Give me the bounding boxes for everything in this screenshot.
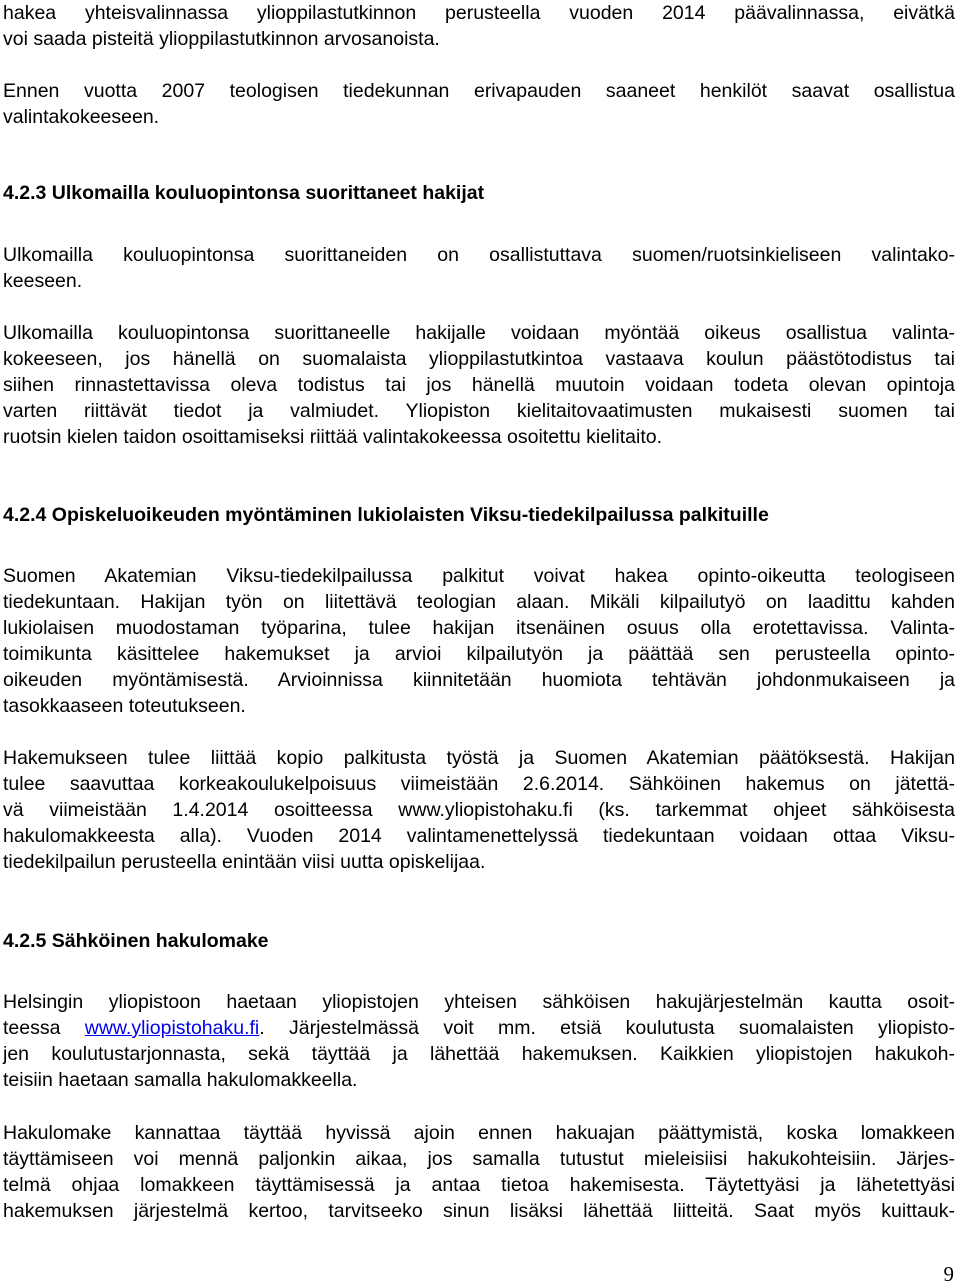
- yliopistohaku-link[interactable]: www.yliopistohaku.fi: [84, 1017, 260, 1039]
- section-heading-4-2-5: 4.2.5 Sähköinen hakulomake: [3, 930, 269, 952]
- s424-p1-line-3: lukiolaisen muodostaman työparina, tulee hakijan itsenäinen osuus olla erotettavissa. Valinta-: [3, 617, 955, 639]
- s424-p2-line-4: hakulomakkeesta alla). Vuoden 2014 valintamenettelyssä tiedekuntaan voidaan ottaa Viksu-: [3, 825, 955, 847]
- s423-p1-line-2: keeseen.: [3, 270, 83, 292]
- s424-p1-line-2: tiedekuntaan. Hakijan työn on liitettävä teologian alaan. Mikäli kilpailutyö on laadittu kahden: [3, 591, 955, 613]
- s424-p2-line-5: tiedekilpailun perusteella enintään viisi uutta opiskelijaa.: [3, 851, 486, 873]
- s425-p1-line-2-after: . Järjestelmässä voit mm. etsiä koulutusta suomalaisten yliopisto-: [259, 1017, 956, 1039]
- s424-p2-line-2: tulee saavuttaa korkeakoulukelpoisuus viimeistään 2.6.2014. Sähköinen hakemus on jätettä-: [3, 773, 955, 795]
- s425-p2-line-1: Hakulomake kannattaa täyttää hyvissä ajoin ennen hakuajan päättymistä, koska lomakkeen: [3, 1122, 955, 1144]
- s423-p2-line-4: varten riittävät tiedot ja valmiudet. Yliopiston kielitaitovaatimusten mukaisesti suomen tai: [3, 400, 955, 422]
- s425-p1-line-4: teisiin haetaan samalla hakulomakkeella.: [3, 1069, 358, 1091]
- s424-p1-line-6: tasokkaaseen toteutukseen.: [3, 695, 246, 717]
- s423-p2-line-1: Ulkomailla kouluopintonsa suorittaneelle hakijalle voidaan myöntää oikeus osallistua valinta-: [3, 322, 955, 344]
- s425-p1-line-2-before: teessa: [3, 1017, 85, 1039]
- s425-p2-line-4: hakemuksen järjestelmä kertoo, tarvitseeko sinun lisäksi lähettää liitteitä. Saat myös kuittauk-: [3, 1200, 955, 1222]
- s423-p2-line-2: kokeeseen, jos hänellä on suomalaista ylioppilastutkintoa vastaava koulun päästötodistus tai: [3, 348, 955, 370]
- intro-p2-line-2: valintakokeeseen.: [3, 106, 160, 128]
- s425-p1-line-1: Helsingin yliopistoon haetaan yliopistojen yhteisen sähköisen hakujärjestelmän kautta osoit-: [3, 991, 955, 1013]
- s424-p1-line-5: oikeuden myöntämisestä. Arvioinnissa kiinnitetään huomiota tehtävän johdonmukaiseen ja: [3, 669, 955, 691]
- s425-p2-line-3: telmä ohjaa lomakkeen täyttämisessä ja antaa tietoa hakemisesta. Täytettyäsi ja lähetettyäsi: [3, 1174, 955, 1196]
- s424-p2-line-3: vä viimeistään 1.4.2014 osoitteessa www.yliopistohaku.fi (ks. tarkemmat ohjeet sähköisesta: [3, 799, 955, 821]
- s425-p1-line-2: [3, 1015, 955, 1041]
- page-number: 9: [943, 1262, 954, 1286]
- s423-p2-line-5: ruotsin kielen taidon osoittamiseksi riittää valintakokeessa osoitettu kielitaito.: [3, 426, 663, 448]
- s424-p1-line-1: Suomen Akatemian Viksu-tiedekilpailussa palkitut voivat hakea opinto-oikeutta teologiseen: [3, 565, 955, 587]
- intro-p2-line-1: Ennen vuotta 2007 teologisen tiedekunnan erivapauden saaneet henkilöt saavat osallistua: [3, 80, 955, 102]
- s424-p1-line-4: toimikunta käsittelee hakemukset ja arvioi kilpailutyön ja päättää sen perusteella opinto-: [3, 643, 955, 665]
- s423-p2-line-3: siihen rinnastettavissa oleva todistus tai jos hänellä muutoin voidaan todeta olevan opintoja: [3, 374, 955, 396]
- section-heading-4-2-4: 4.2.4 Opiskeluoikeuden myöntäminen lukiolaisten Viksu-tiedekilpailussa palkituille: [3, 504, 769, 526]
- s424-p2-line-1: Hakemukseen tulee liittää kopio palkitusta työstä ja Suomen Akatemian päätöksestä. Hakijan: [3, 747, 955, 769]
- section-heading-4-2-3: 4.2.3 Ulkomailla kouluopintonsa suorittaneet hakijat: [3, 182, 485, 204]
- s425-p1-line-3: jen koulutustarjonnasta, sekä täyttää ja lähettää hakemuksen. Kaikkien yliopistojen hakukoh-: [3, 1043, 955, 1065]
- s423-p1-line-1: Ulkomailla kouluopintonsa suorittaneiden on osallistuttava suomen/ruotsinkieliseen valintako-: [3, 244, 955, 266]
- intro-line-1: hakea yhteisvalinnassa ylioppilastutkinnon perusteella vuoden 2014 päävalinnassa, eivätkä: [3, 2, 955, 24]
- intro-line-2: voi saada pisteitä ylioppilastutkinnon arvosanoista.: [3, 28, 440, 50]
- s425-p2-line-2: täyttämiseen voi mennä paljonkin aikaa, jos samalla tutustut mieleisiisi hakukohteisiin. Järjes-: [3, 1148, 955, 1170]
